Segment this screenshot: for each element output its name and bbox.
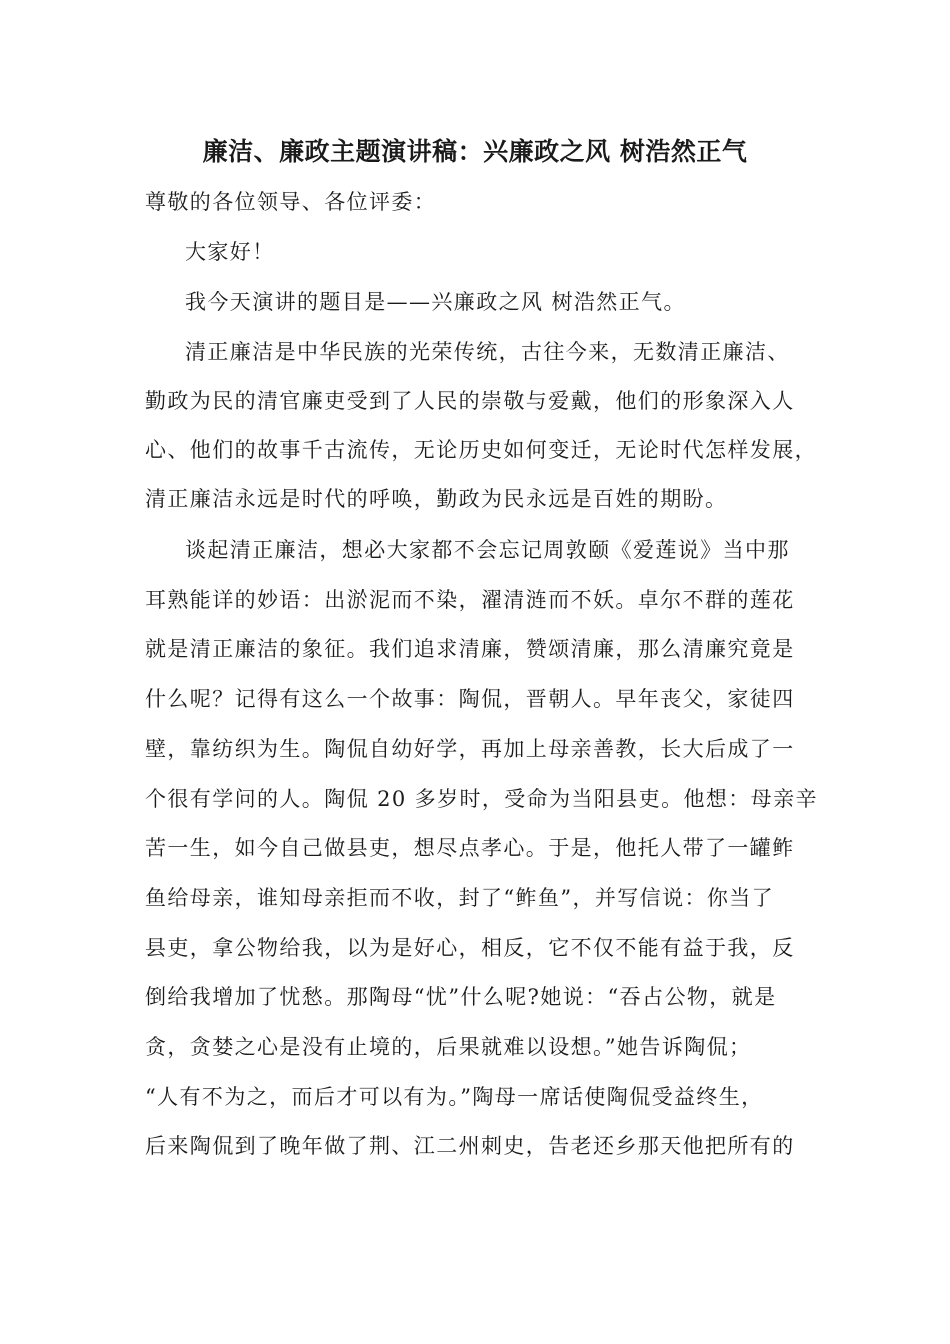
page-title: 廉洁、廉政主题演讲稿：兴廉政之风 树浩然正气	[202, 137, 748, 166]
salutation: 尊敬的各位领导、各位评委：	[145, 190, 437, 214]
paragraph-line: 个很有学问的人。陶侃 20 多岁时，受命为当阳县吏。他想：母亲辛	[145, 787, 818, 811]
paragraph-line: 贪，贪婪之心是没有止境的，后果就难以设想。”她告诉陶侃；	[145, 1035, 752, 1059]
paragraph-line: 勤政为民的清官廉吏受到了人民的崇敬与爱戴，他们的形象深入人	[145, 389, 795, 413]
paragraph-line: 耳熟能详的妙语：出淤泥而不染，濯清涟而不妖。卓尔不群的莲花	[145, 588, 795, 612]
paragraph-line: 壁，靠纺织为生。陶侃自幼好学，再加上母亲善教，长大后成了一	[145, 737, 795, 761]
paragraph-line: 清正廉洁永远是时代的呼唤，勤政为民永远是百姓的期盼。	[145, 487, 728, 511]
paragraph-line: 心、他们的故事千古流传，无论历史如何变迁，无论时代怎样发展，	[145, 438, 817, 462]
paragraph-line: 就是清正廉洁的象征。我们追求清廉，赞颂清廉，那么清廉究竟是	[145, 637, 795, 661]
paragraph-line: 县吏，拿公物给我，以为是好心，相反，它不仅不能有益于我，反	[145, 936, 795, 960]
paragraph-line: 什么呢？记得有这么一个故事：陶侃，晋朝人。早年丧父，家徒四	[145, 687, 795, 711]
paragraph-line: 清正廉洁是中华民族的光荣传统，古往今来，无数清正廉洁、	[185, 340, 790, 364]
paragraph-line: 谈起清正廉洁，想必大家都不会忘记周敦颐《爱莲说》当中那	[185, 538, 790, 562]
paragraph-line: 苦一生，如今自己做县吏，想尽点孝心。于是，他托人带了一罐鲊	[145, 836, 795, 860]
paragraph-line: 后来陶侃到了晚年做了荆、江二州刺史，告老还乡那天他把所有的	[145, 1134, 795, 1158]
paragraph-line: 倒给我增加了忧愁。那陶母“忧”什么呢?她说：“吞占公物，就是	[145, 985, 777, 1009]
topic-line: 我今天演讲的题目是——兴廉政之风 树浩然正气。	[185, 290, 686, 314]
greeting: 大家好！	[185, 240, 275, 264]
paragraph-line: “人有不为之，而后才可以有为。”陶母一席话使陶侃受益终生，	[145, 1085, 764, 1109]
paragraph-line: 鱼给母亲，谁知母亲拒而不收，封了“鲊鱼”，并写信说：你当了	[145, 886, 775, 910]
